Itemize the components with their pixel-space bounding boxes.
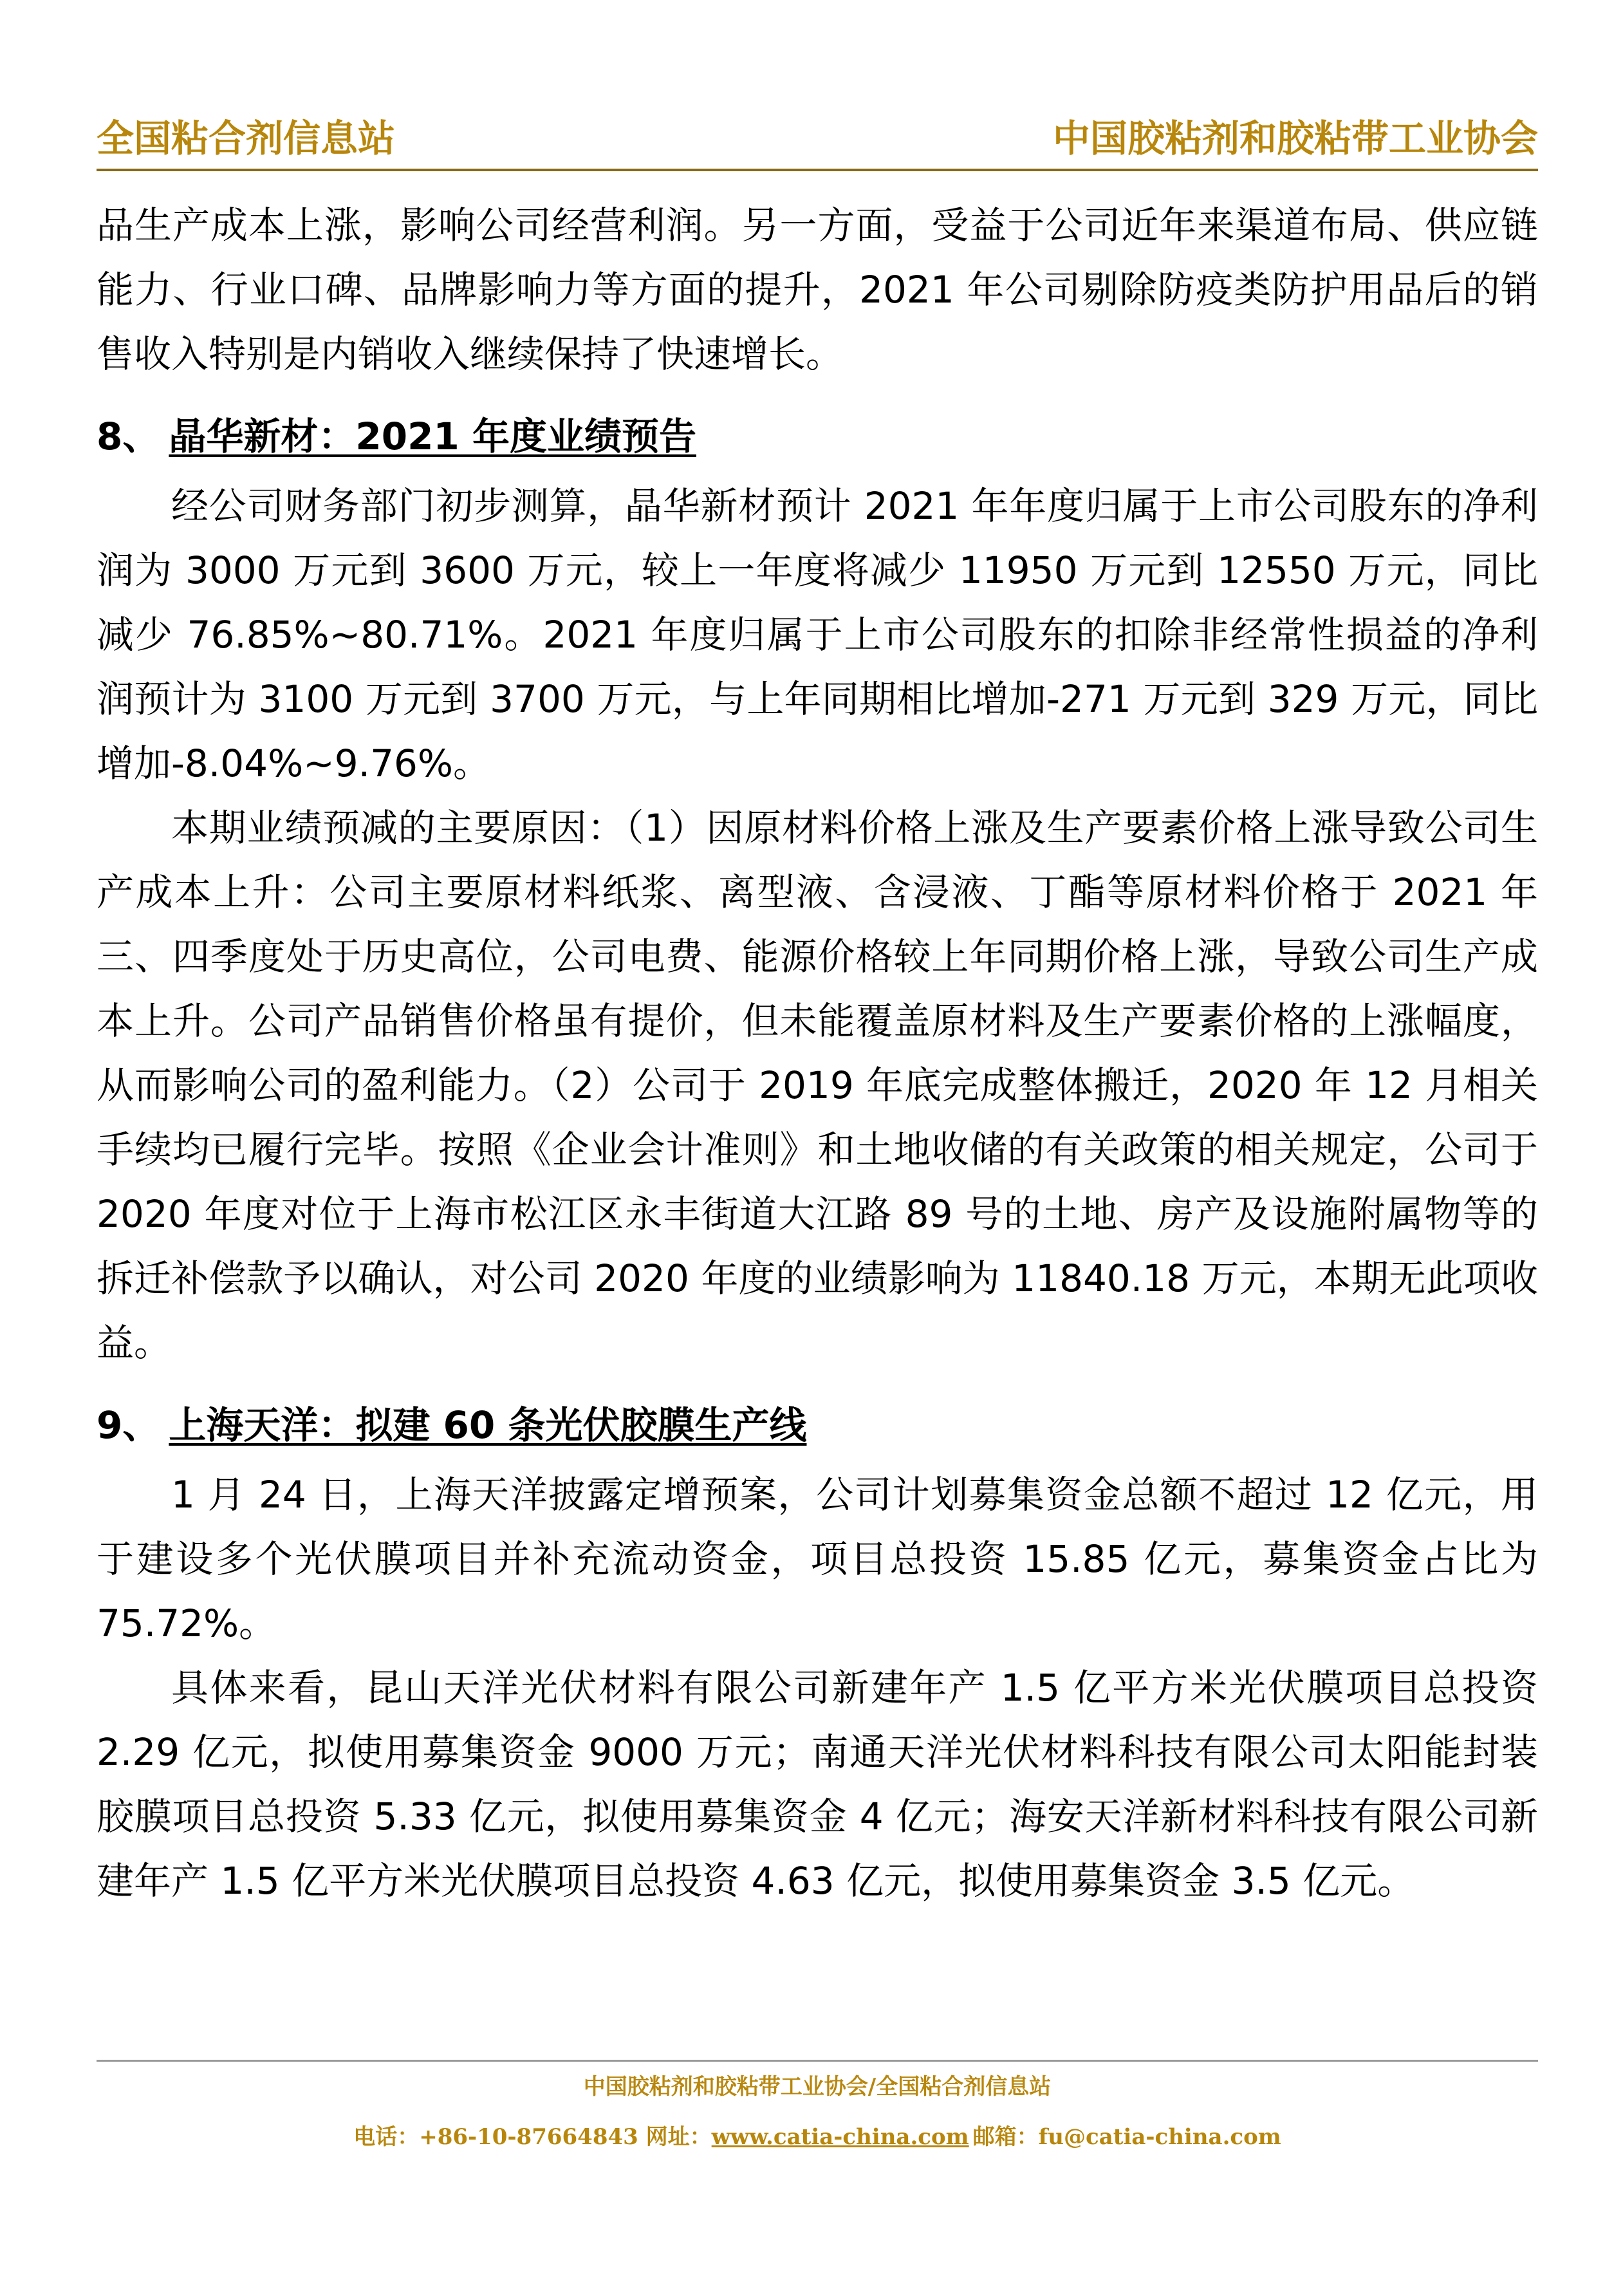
section-9-paragraph-1: 1 月 24 日，上海天洋披露定增预案，公司计划募集资金总额不超过 12 亿元，用于建设多个光伏膜项目并补充流动资金，项目总投资 15.85 亿元，募集资金占比为 75.72%。 (97, 1473, 1538, 1645)
header-site-name: 全国粘合剂信息站 (97, 117, 396, 160)
section-8-paragraph-2: 本期业绩预减的主要原因：（1）因原材料价格上涨及生产要素价格上涨导致公司生产成本上升：公司主要原材料纸浆、离型液、含浸液、丁酯等原材料价格于 2021 年三、四季度处于历史高位，公司电费、能源价格较上年同期价格上涨，导致公司生产成本上升。公司产品销售价格虽有提价，但未能覆盖原材料及生产要素价格的上涨幅度，从而影响公司的盈利能力。（2）公司于 2019 年底完成整体搬迁，2020 年 12 月相关手续均已履行完毕。按照《企业会计准则》和土地收储的有关政策的相关规定，公司于 2020 年度对位于上海市松江区永丰街道大江路 89 号的土地、房产及设施附属物等的拆迁补偿款予以确认，对公司 2020 年度的业绩影响为 11840.18 万元，本期无此项收益。 (97, 806, 1538, 1365)
footer-phone: 电话：+86-10-87664843 网址： (353, 2124, 712, 2150)
section-8-paragraph-1: 经公司财务部门初步测算，晶华新材预计 2021 年年度归属于上市公司股东的净利润为 3000 万元到 3600 万元，较上一年度将减少 11950 万元到 12550 万元，同比减少 76.85%~80.71%。2021 年度归属于上市公司股东的扣除非经常性损益的净利润预计为 3100 万元到 3700 万元，与上年同期相比增加-271 万元到 329 万元，同比增加-8.04%~9.76%。 (97, 484, 1538, 785)
document-body (97, 193, 1538, 1913)
footer-divider (97, 2060, 1538, 2062)
header-divider (97, 169, 1538, 171)
section-number: 9、 (97, 1403, 160, 1447)
section-title: 上海天洋：拟建 60 条光伏胶膜生产线 (169, 1403, 807, 1447)
header-association-name: 中国胶粘剂和胶粘带工业协会 (1052, 117, 1538, 160)
footer-email[interactable]: fu@catia-china.com (1038, 2124, 1281, 2150)
section-heading-8 (97, 399, 1538, 474)
footer-organization: 中国胶粘剂和胶粘带工业协会/全国粘合剂信息站 (583, 2074, 1052, 2100)
footer-email-label: 邮箱： (972, 2124, 1039, 2150)
section-number: 8、 (97, 415, 160, 458)
page-header (97, 109, 1538, 167)
footer-contact (97, 2118, 1538, 2156)
intro-paragraph: 品生产成本上涨，影响公司经营利润。另一方面，受益于公司近年来渠道布局、供应链能力、行业口碑、品牌影响力等方面的提升，2021 年公司剔除防疫类防护用品后的销 售收入特别是内销收入继续保持了快速增长。 (97, 203, 1538, 376)
section-heading-9 (97, 1388, 1538, 1462)
section-9-paragraph-2: 具体来看，昆山天洋光伏材料有限公司新建年产 1.5 亿平方米光伏膜项目总投资 2.29 亿元，拟使用募集资金 9000 万元；南通天洋光伏材料科技有限公司太阳能封装胶膜项目总投资 5.33 亿元，拟使用募集资金 4 亿元；海安天洋新材料科技有限公司新建年产 1.5 亿平方米光伏膜项目总投资 4.63 亿元，拟使用募集资金 3.5 亿元。 (97, 1666, 1538, 1903)
section-title: 晶华新材：2021 年度业绩预告 (169, 415, 696, 458)
website-link[interactable]: www.catia-china.com (711, 2124, 969, 2150)
